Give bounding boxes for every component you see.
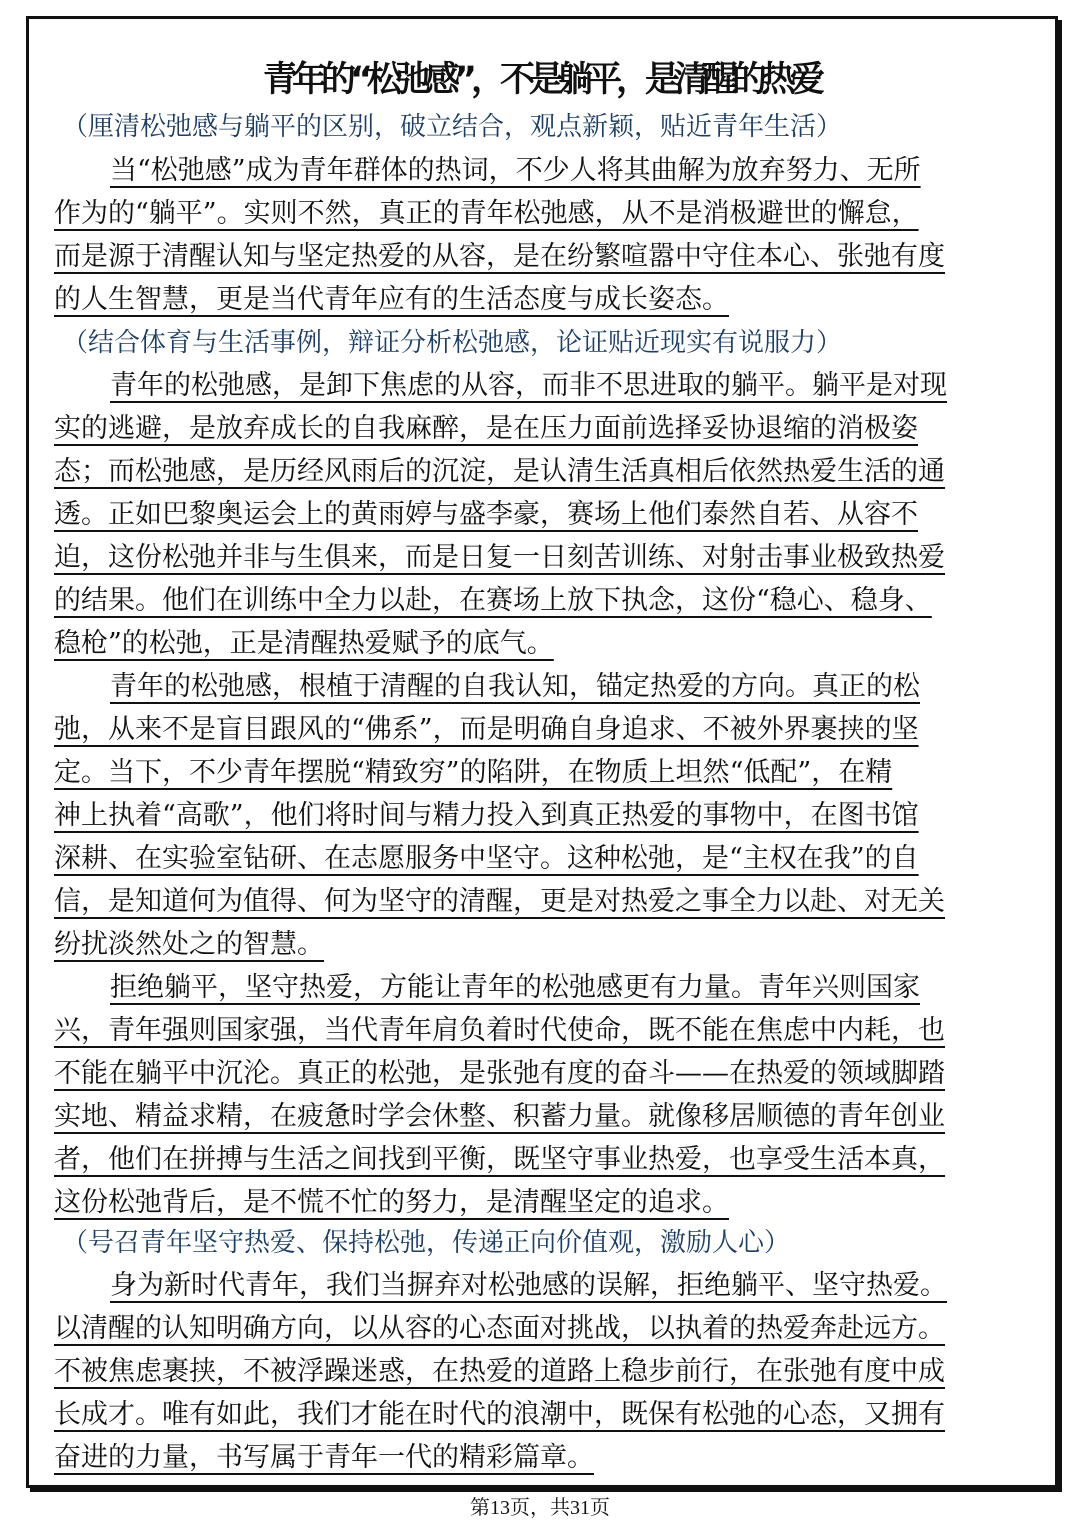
paragraph-3-line-1: 青年的松弛感，根植于清醒的自我认知，锚定热爱的方向。真正的松 — [110, 671, 920, 702]
paragraph-2-line-5: 迫，这份松弛并非与生俱来，而是日复一日刻苦训练、对射击事业极致热爱 — [54, 542, 945, 573]
paragraph-1-line-2: 作为的“躺平”。实则不然，真正的青年松弛感，从不是消极避世的懈怠， — [54, 198, 919, 229]
paragraph-4-line-3: 不能在躺平中沉沦。真正的松弛，是张弛有度的奋斗——在热爱的领域脚踏 — [54, 1058, 945, 1089]
article-title: 青年的“松弛感”，不是躺平，是清醒的热爱 — [262, 60, 819, 100]
paragraph-2-line-7: 稳枪”的松弛，正是清醒热爱赋予的底气。 — [54, 628, 554, 659]
paragraph-3-line-6: 信，是知道何为值得、何为坚守的清醒，更是对热爱之事全力以赴、对无关 — [54, 886, 945, 917]
paragraph-5-line-5: 奋进的力量，书写属于青年一代的精彩篇章。 — [54, 1442, 594, 1473]
paragraph-5-line-1: 身为新时代青年，我们当摒弃对松弛感的误解，拒绝躺平、坚守热爱。 — [110, 1270, 947, 1301]
paragraph-4-line-1: 拒绝躺平，坚守热爱，方能让青年的松弛感更有力量。青年兴则国家 — [110, 972, 920, 1003]
paragraph-1-line-3: 而是源于清醒认知与坚定热爱的从容，是在纷繁喧嚣中守住本心、张弛有度 — [54, 241, 945, 272]
paragraph-5-line-4: 长成才。唯有如此，我们才能在时代的浪潮中，既保有松弛的心态，又拥有 — [54, 1399, 945, 1430]
comment-note-2: （结合体育与生活事例，辩证分析松弛感，论证贴近现实有说服力） — [62, 328, 843, 358]
paragraph-2-line-4: 透。正如巴黎奥运会上的黄雨婷与盛李豪，赛场上他们泰然自若、从容不 — [54, 499, 918, 530]
comment-note-3: （号召青年坚守热爱、保持松弛，传递正向价值观，激励人心） — [62, 1228, 791, 1258]
page-number-footer: 第13页，共31页 — [470, 1497, 610, 1519]
paragraph-3-line-7: 纷扰淡然处之的智慧。 — [54, 929, 324, 960]
paragraph-5-line-3: 不被焦虑裹挟，不被浮躁迷惑，在热爱的道路上稳步前行，在张弛有度中成 — [54, 1356, 945, 1387]
paragraph-4-line-5: 者，他们在拼搏与生活之间找到平衡，既坚守事业热爱，也享受生活本真， — [54, 1144, 945, 1175]
paragraph-5-line-2: 以清醒的认知明确方向，以从容的心态面对挑战，以执着的热爱奔赴远方。 — [54, 1313, 945, 1344]
paragraph-4-line-2: 兴，青年强则国家强，当代青年肩负着时代使命，既不能在焦虑中内耗，也 — [54, 1015, 945, 1046]
paragraph-3-line-3: 定。当下，不少青年摆脱“精致穷”的陷阱，在物质上坦然“低配”，在精 — [54, 757, 893, 788]
paragraph-3-line-4: 神上执着“高歌”，他们将时间与精力投入到真正热爱的事物中，在图书馆 — [54, 800, 919, 831]
paragraph-2-line-2: 实的逃避，是放弃成长的自我麻醉，是在压力面前选择妥协退缩的消极姿 — [54, 413, 918, 444]
paragraph-3-line-2: 弛，从来不是盲目跟风的“佛系”，而是明确自身追求、不被外界裹挟的坚 — [54, 714, 919, 745]
paragraph-1-line-4: 的人生智慧，更是当代青年应有的生活态度与成长姿态。 — [54, 284, 729, 315]
paragraph-2-line-6: 的结果。他们在训练中全力以赴，在赛场上放下执念，这份“稳心、稳身、 — [54, 585, 932, 616]
paragraph-2-line-1: 青年的松弛感，是卸下焦虑的从容，而非不思进取的躺平。躺平是对现 — [110, 370, 947, 401]
paragraph-2-line-3: 态；而松弛感，是历经风雨后的沉淀，是认清生活真相后依然热爱生活的通 — [54, 456, 945, 487]
comment-note-1: （厘清松弛感与躺平的区别，破立结合，观点新颖，贴近青年生活） — [62, 112, 843, 142]
paragraph-3-line-5: 深耕、在实验室钻研、在志愿服务中坚守。这种松弛，是“主权在我”的自 — [54, 843, 919, 874]
paragraph-1-line-1: 当“松弛感”成为青年群体的热词，不少人将其曲解为放弃努力、无所 — [110, 155, 921, 186]
page-border — [26, 16, 1058, 1488]
paragraph-4-line-4: 实地、精益求精，在疲惫时学会休整、积蓄力量。就像移居顺德的青年创业 — [54, 1101, 945, 1132]
paragraph-4-line-6: 这份松弛背后，是不慌不忙的努力，是清醒坚定的追求。 — [54, 1187, 729, 1218]
